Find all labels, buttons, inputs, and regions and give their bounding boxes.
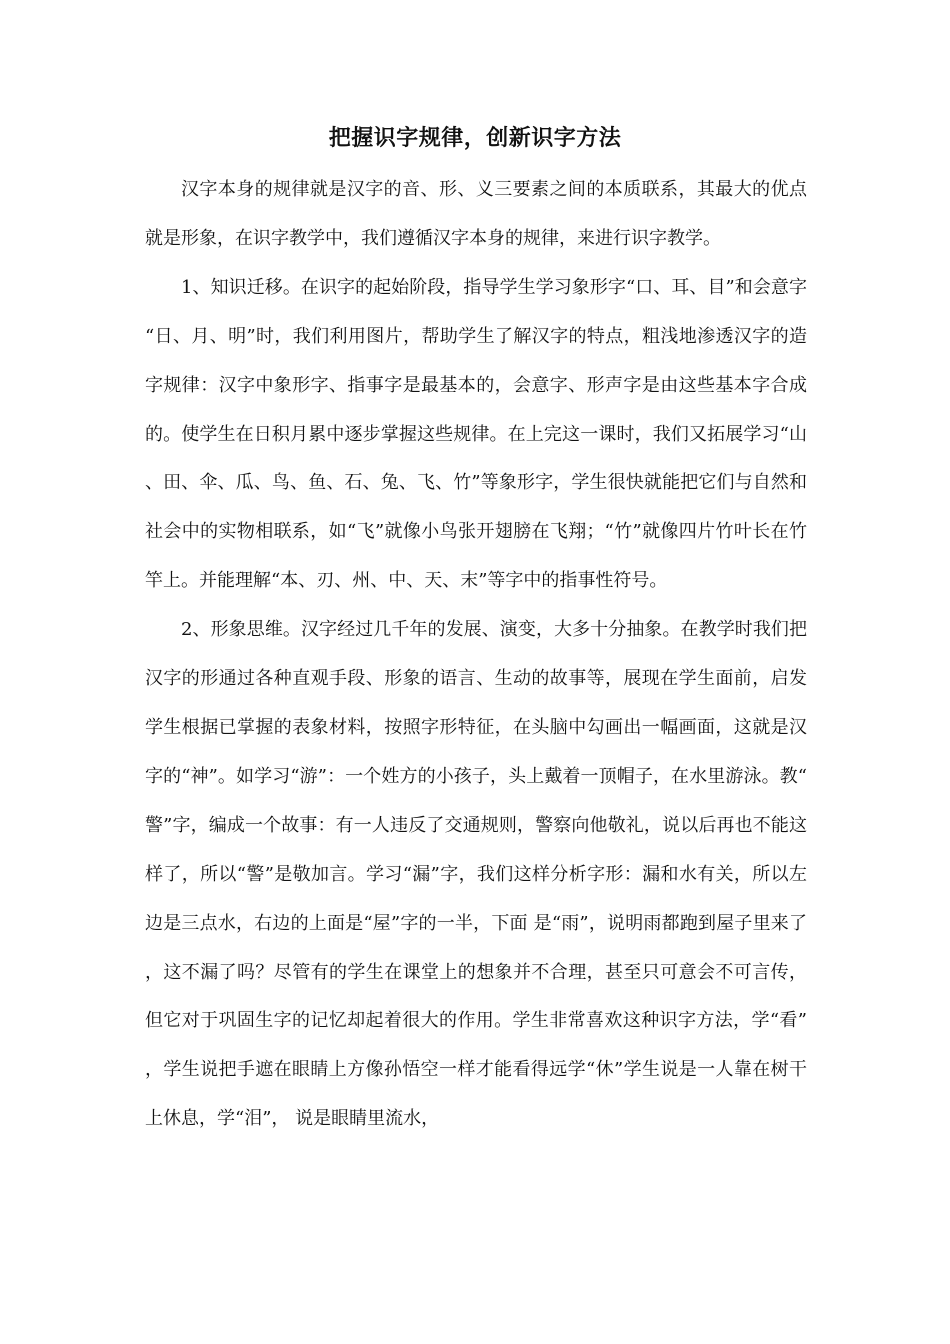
document-title: 把握识字规律，创新识字方法 — [328, 125, 622, 151]
document-body — [145, 166, 807, 1144]
paragraph-knowledge-transfer: 1、知识迁移。在识字的起始阶段，指导学生学习象形字“口、耳、目”和会意字“日、月、明”时，我们利用图片，帮助学生了解汉字的特点，粗浅地渗透汉字的造字规律：汉字中象形字、指事字是最基本的，会意字、形声字是由这些基本字合成的。使学生在日积月累中逐步掌握这些规律。在上完这一课时，我们又拓展学习“山、田、伞、瓜、鸟、鱼、石、兔、飞、竹”等象形字，学生很快就能把它们与自然和社会中的实物相联系，如“飞”就像小鸟张开翅膀在飞翔；“竹”就像四片竹叶长在竹竿上。并能理解“本、刃、州、中、天、末”等字中的指事性符号。 — [145, 276, 807, 592]
paragraph-intro: 汉字本身的规律就是汉字的音、形、义三要素之间的本质联系，其最大的优点就是形象，在识字教学中，我们遵循汉字本身的规律，来进行识字教学。 — [145, 179, 807, 249]
paragraph-visual-thinking: 2、形象思维。汉字经过几千年的发展、演变，大多十分抽象。在教学时我们把汉字的形通过各种直观手段、形象的语言、生动的故事等，展现在学生面前，启发学生根据已掌握的表象材料，按照字形特征，在头脑中勾画出一幅画面，这就是汉字的“神”。如学习“游”：一个姓方的小孩子，头上戴着一顶帽子，在水里游泳。教“警”字，编成一个故事：有一人违反了交通规则，警察向他敬礼，说以后再也不能这样了，所以“警”是敬加言。学习“漏”字，我们这样分析字形：漏和水有关，所以左边是三点水，右边的上面是“屋”字的一半，下面 是“雨”，说明雨都跑到屋子里来了，这不漏了吗？尽管有的学生在课堂上的想象并不合理，甚至只可意会不可言传，但它对于巩固生字的记忆却起着很大的作用。学生非常喜欢这种识字方法，学“看”，学生说把手遮在眼睛上方像孙悟空一样才能看得远学“休”学生说是一人靠在树干上休息，学“泪”， 说是眼睛里流水， — [145, 619, 807, 1130]
